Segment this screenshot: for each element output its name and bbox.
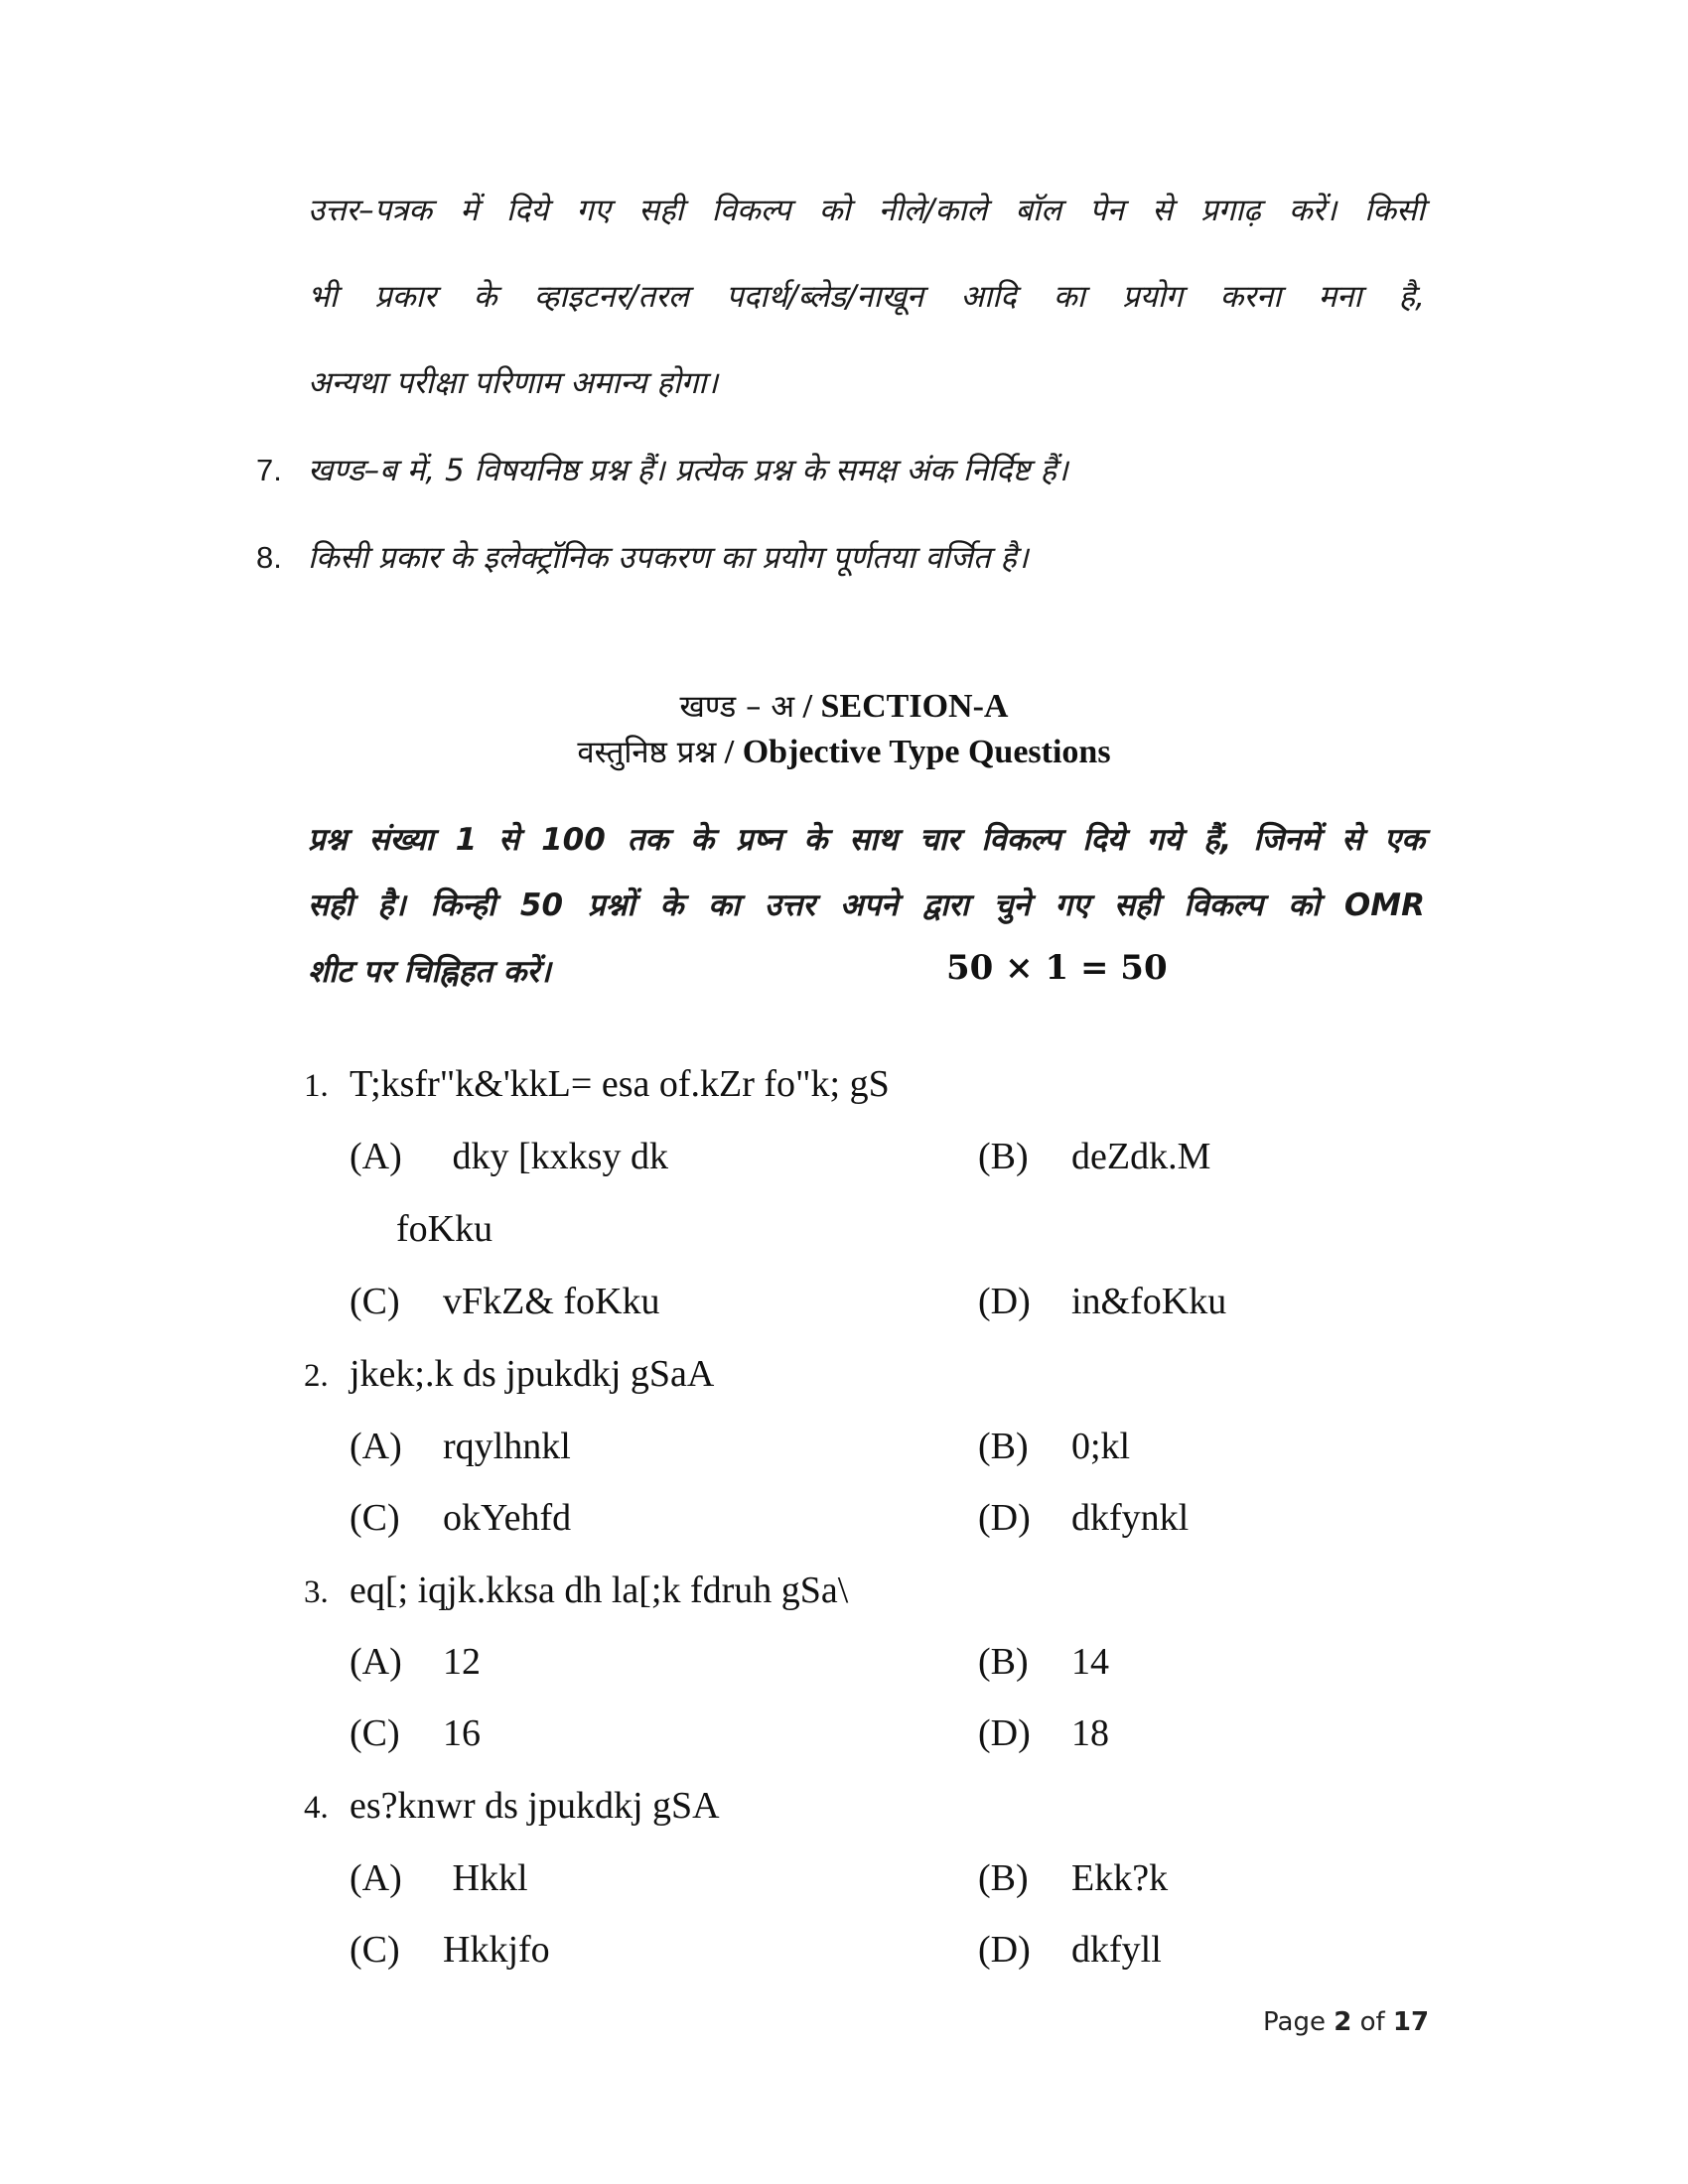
option-label: (A) [350,1136,402,1177]
page-number-current: 2 [1334,2007,1352,2037]
option-label: (C) [350,1712,400,1754]
option-label: (D) [978,1929,1031,1971]
option-label: (A) [350,1426,402,1467]
section-title-english: / SECTION-A [794,688,1009,725]
option-label: (B) [978,1641,1029,1683]
directions-line-1: प्रश्न संख्या 1 से 100 तक के प्रष्न के साथ चार विकल्प दिये गये हैं, जिनमें से एक [308,822,1425,858]
option-label: (D) [978,1281,1031,1322]
option-1d [978,1280,1226,1323]
option-1a-continuation: foKku [396,1208,493,1250]
option-text: Hkkjfo [443,1929,550,1971]
option-text: dky [kxksy dk [443,1136,668,1177]
section-subtitle-hindi: वस्तुनिष्ठ प्रश्न [577,735,717,770]
instruction-line-1: उत्तर–पत्रक में दिये गए सही विकल्प को नीले/काले बॉल पेन से प्रगाढ़ करें। किसी [308,193,1425,228]
question-number: 2. [304,1358,329,1394]
option-text: 18 [1071,1712,1109,1754]
section-title-hindi: खण्ड – अ [679,689,795,725]
option-label: (D) [978,1712,1031,1754]
option-label: (B) [978,1136,1029,1177]
option-1a [350,1135,668,1178]
option-2b [978,1425,1130,1468]
option-2a [350,1425,571,1468]
page-number-mid: of [1351,2007,1393,2037]
option-4b [978,1856,1168,1900]
instruction-item-7 [256,449,1068,490]
option-text: 14 [1071,1641,1109,1683]
option-label: (D) [978,1497,1031,1539]
instruction-text: खण्ड–ब में, 5 विषयनिष्ठ प्रश्न हैं। प्रत्येक प्रश्न के समक्ष अंक निर्दिष्ट हैं। [308,453,1068,488]
option-4d [978,1928,1162,1972]
question-text: es?knwr ds jpukdkj gSA [350,1785,720,1827]
option-3c [350,1711,481,1755]
section-subtitle-english: / Objective Type Questions [716,734,1111,770]
option-text: okYehfd [443,1497,572,1539]
instruction-number: 8. [256,540,282,575]
option-3b [978,1640,1109,1684]
option-text: Hkkl [443,1857,528,1899]
option-3d [978,1711,1109,1755]
option-text: in&foKku [1071,1281,1227,1322]
page-number-total: 17 [1392,2007,1430,2037]
option-label: (A) [350,1641,402,1683]
section-subtitle [0,731,1688,772]
option-3a [350,1640,481,1684]
option-text: dkfynkl [1071,1497,1190,1539]
instruction-line-3: अन्यथा परीक्षा परिणाम अमान्य होगा। [308,365,719,401]
option-text: 12 [443,1641,481,1683]
option-4c [350,1928,550,1972]
question-2 [304,1352,714,1396]
option-1b [978,1135,1210,1178]
option-4a [350,1856,528,1900]
page-number [1263,2007,1429,2037]
option-label: (B) [978,1857,1029,1899]
instruction-line-2: भी प्रकार के व्हाइटनर/तरल पदार्थ/ब्लेड/नाखून आदि का प्रयोग करना मना है, [308,279,1425,315]
section-title [0,685,1688,727]
option-text: 16 [443,1712,481,1754]
option-text: 0;kl [1071,1426,1131,1467]
option-2d [978,1496,1189,1540]
directions-line-2: सही है। किन्ही 50 प्रश्नों के का उत्तर अपने द्वारा चुने गए सही विकल्प को OMR [308,887,1425,923]
option-text: rqylhnkl [443,1426,571,1467]
question-number: 1. [304,1068,329,1104]
page-number-prefix: Page [1263,2007,1335,2037]
instruction-text: किसी प्रकार के इलेक्ट्रॉनिक उपकरण का प्रयोग पूर्णतया वर्जित है। [308,540,1029,576]
question-text: eq[; iqjk.kksa dh la[;k fdruh gSa\ [350,1570,849,1611]
option-text: dkfyll [1071,1929,1162,1971]
option-label: (A) [350,1857,402,1899]
instruction-number: 7. [256,453,282,487]
option-2c [350,1496,571,1540]
option-text: Ekk?k [1071,1857,1169,1899]
question-number: 3. [304,1574,329,1610]
option-text: deZdk.M [1071,1136,1211,1177]
option-label: (C) [350,1929,400,1971]
question-1 [304,1062,890,1106]
question-text: jkek;.k ds jpukdkj gSaA [350,1353,715,1395]
marks-formula: 50 × 1 = 50 [946,948,1168,988]
question-text: T;ksfr"k&'kkL= esa of.kZr fo"k; gS [350,1063,890,1105]
question-number: 4. [304,1790,329,1826]
option-1c [350,1280,660,1323]
question-3 [304,1569,848,1612]
instruction-item-8 [256,536,1029,578]
question-4 [304,1784,720,1828]
option-label: (C) [350,1497,400,1539]
option-label: (C) [350,1281,400,1322]
option-text: vFkZ& foKku [443,1281,660,1322]
option-label: (B) [978,1426,1029,1467]
directions-line-3: शीट पर चिह्निहत करें। [308,954,551,990]
